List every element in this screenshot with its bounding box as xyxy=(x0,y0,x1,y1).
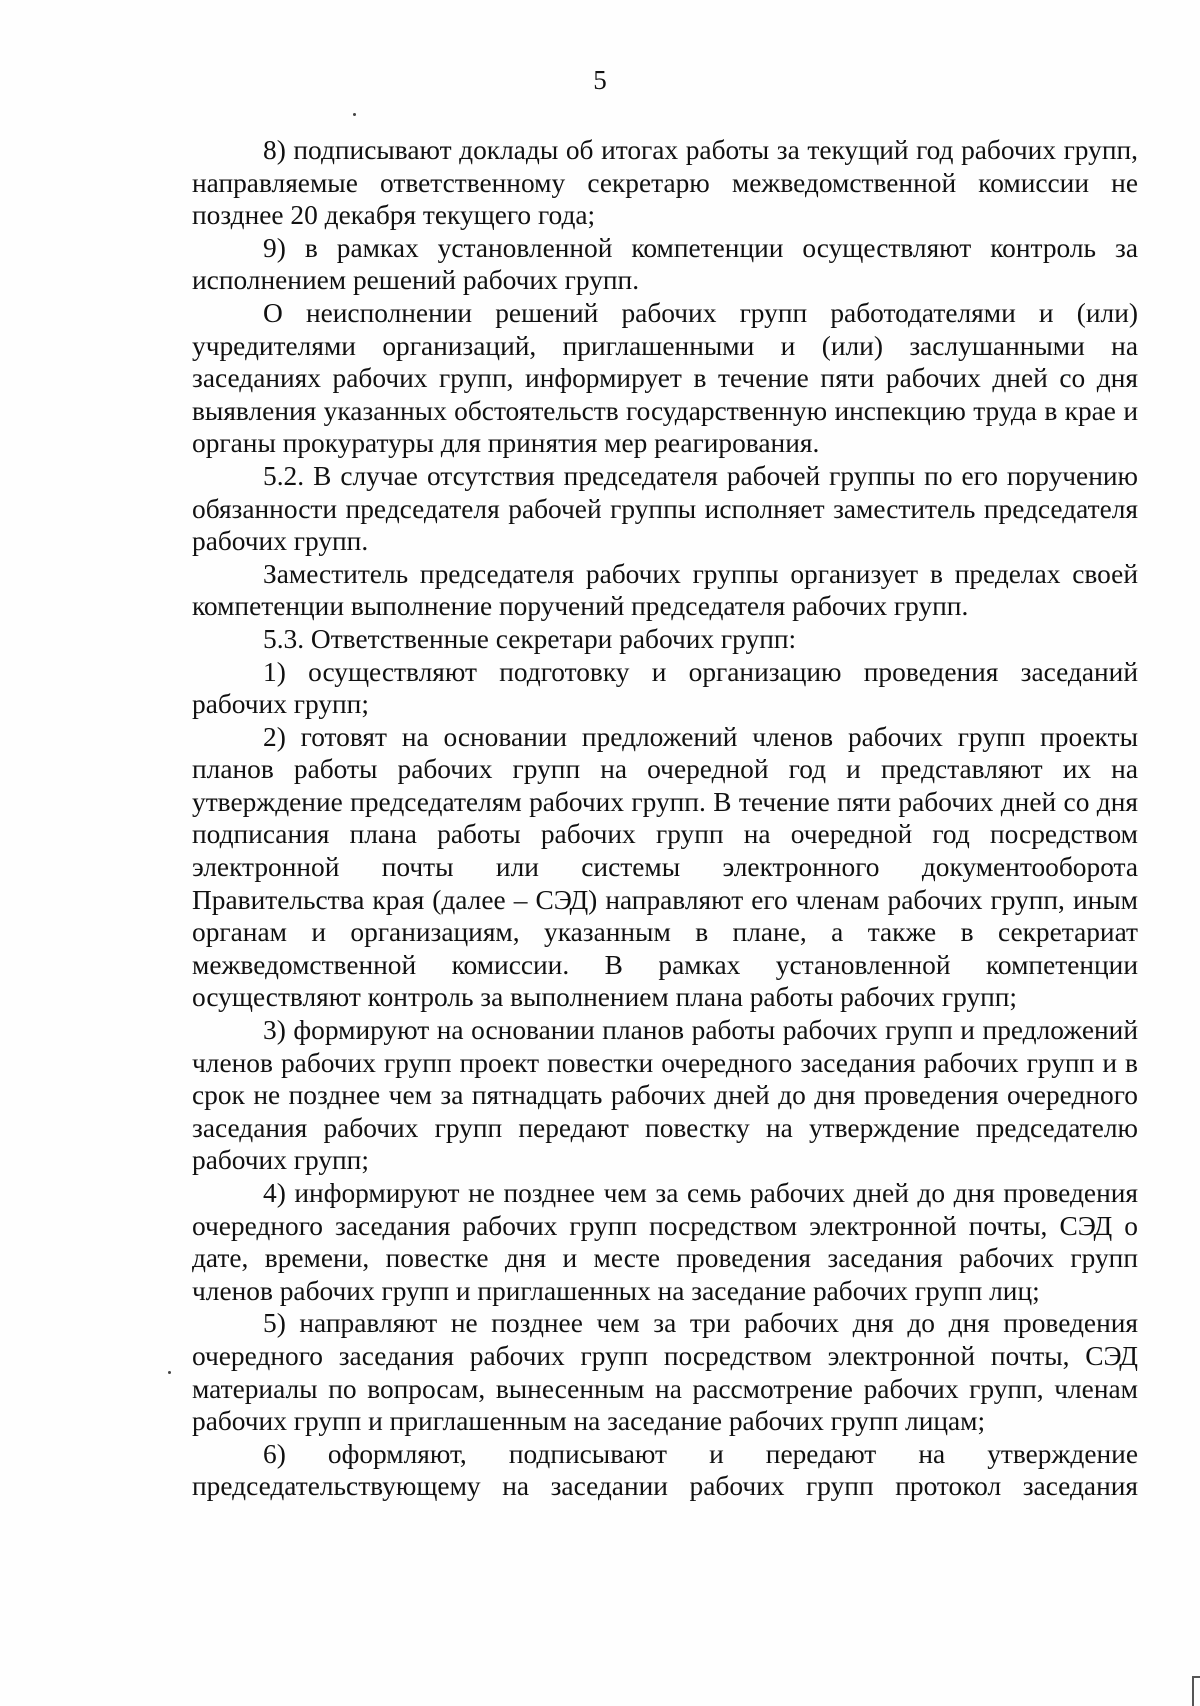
section-5-2: 5.2. В случае отсутствия председателя рабочей группы по его поручению обязанности председателя рабочей группы исполняет заместитель председателя рабочих групп. xyxy=(192,460,1138,557)
list-item-8: 8) подписывают доклады об итогах работы за текущий год рабочих групп, направляемые ответственному секретарю межведомственной комиссии не позднее 20 декабря текущего года; xyxy=(192,135,1138,231)
scan-speck xyxy=(353,113,356,116)
scan-edge-mark xyxy=(1192,1676,1200,1706)
secretary-duty-1: 1) осуществляют подготовку и организацию проведения заседаний рабочих групп; xyxy=(192,656,1138,720)
page-number: 5 xyxy=(593,65,607,95)
secretary-duty-4: 4) информируют не позднее чем за семь рабочих дней до дня проведения очередного заседания рабочих групп посредством электронной почты, СЭД о дате, времени, повестке дня и месте проведения заседания рабочих групп членов рабочих групп и приглашенных на заседание рабочих групп лиц; xyxy=(192,1178,1138,1306)
secretary-duty-3: 3) формируют на основании планов работы рабочих групп и предложений членов рабочих групп проект повестки очередного заседания рабочих групп и в срок не позднее чем за пятнадцать рабочих дней до дня проведения очередного заседания рабочих групп передают повестку на утверждение председателю рабочих групп; xyxy=(192,1015,1138,1176)
scan-speck xyxy=(168,1371,171,1374)
secretary-duty-5: 5) направляют не позднее чем за три рабочих дня до дня проведения очередного заседания рабочих групп посредством электронной почты, СЭД материалы по вопросам, вынесенным на рассмотрение рабочих групп, членам рабочих групп и приглашенным на заседание рабочих групп лицам; xyxy=(192,1308,1138,1437)
secretary-duty-2: 2) готовят на основании предложений членов рабочих групп проекты планов работы рабочих групп на очередной год и представляют их на утверждение председателям рабочих групп. В течение пяти рабочих дней со дня подписания плана работы рабочих групп на очередной год посредством электронной почты или системы электронного документооборота Правительства края (далее – СЭД) направляют его членам рабочих групп, иным органам и организациям, указанным в плане, а также в секретариат межведомственной комиссии. В рамках установленной компетенции осуществляют контроль за выполнением плана работы рабочих групп; xyxy=(192,721,1138,1013)
non-execution-paragraph: О неисполнении решений рабочих групп работодателями и (или) учредителями организаций, приглашенными и (или) заслушанными на заседаниях рабочих групп, информирует в течение пяти рабочих дней со дня выявления указанных обстоятельств государственную инспекцию труда в крае и органы прокуратуры для принятия мер реагирования. xyxy=(192,297,1138,459)
deputy-chair-paragraph: Заместитель председателя рабочих группы организует в пределах своей компетенции выполнение поручений председателя рабочих групп. xyxy=(192,558,1138,622)
document-body xyxy=(192,134,1138,1503)
section-5-3-heading: 5.3. Ответственные секретари рабочих групп: xyxy=(263,623,797,654)
list-item-9: 9) в рамках установленной компетенции осуществляют контроль за исполнением решений рабочих групп. xyxy=(192,232,1138,296)
secretary-duty-6: 6) оформляют, подписывают и передают на утверждение председательствующему на заседании рабочих групп протокол заседания xyxy=(192,1438,1138,1502)
